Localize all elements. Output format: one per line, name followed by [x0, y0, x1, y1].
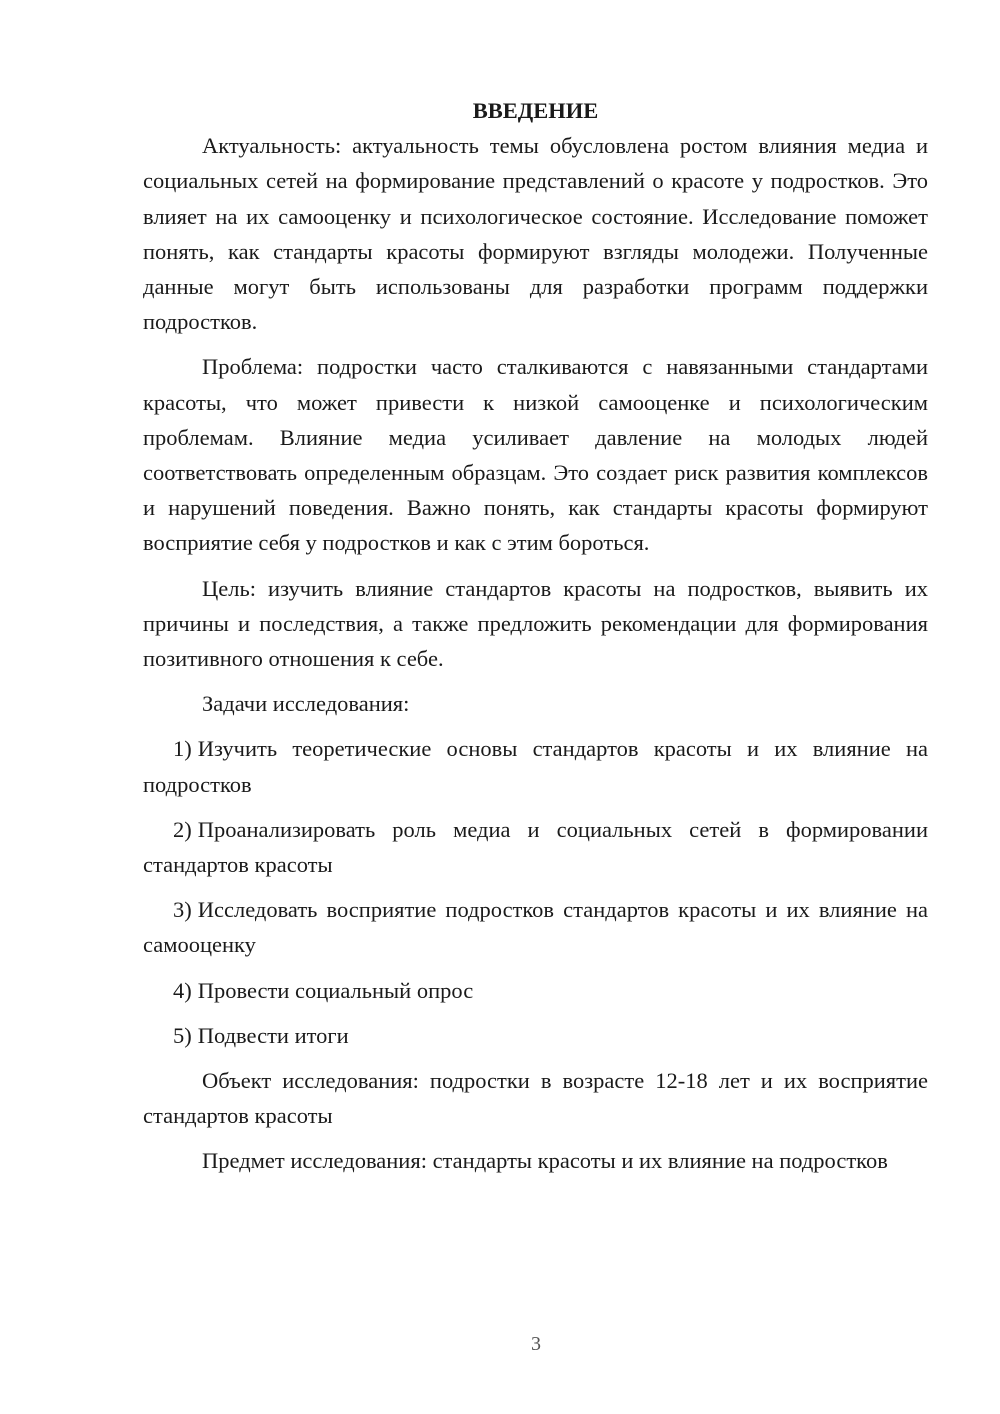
task-item-1	[143, 731, 928, 801]
paragraph-problem: Проблема: подростки часто сталкиваются с навязанными стандартами красоты, что может привести к низкой самооценке и психологическим проблемам. Влияние медиа усиливает давление на молодых людей соответствовать определенным образцам. Это создает риск развития комплексов и нарушений поведения. Важно понять, как стандарты красоты формируют восприятие себя у подростков и как с этим бороться.	[143, 354, 928, 556]
paragraph-subject: Предмет исследования: стандарты красоты и их влияние на подростков	[202, 1148, 888, 1174]
page-title: ВВЕДЕНИЕ	[472, 98, 599, 123]
paragraph-relevance: Актуальность: актуальность темы обусловлена ростом влияния медиа и социальных сетей на формирование представлений о красоте у подростков. Это влияет на их самооценку и психологическое состояние. Исследование поможет понять, как стандарты красоты формируют взгляды молодежи. Полученные данные могут быть использованы для разработки программ поддержки подростков.	[143, 133, 928, 335]
task-number: 2)	[173, 816, 192, 842]
task-text: Подвести итоги	[197, 1022, 349, 1048]
page-number: 3	[531, 1333, 541, 1355]
paragraph-goal: Цель: изучить влияние стандартов красоты на подростков, выявить их причины и последствия, а также предложить рекомендации для формирования позитивного отношения к себе.	[143, 575, 928, 672]
tasks-heading: Задачи исследования:	[202, 691, 410, 717]
task-text: Исследовать восприятие подростков стандартов красоты и их влияние на самооценку	[143, 897, 928, 958]
document-body	[143, 93, 928, 1179]
task-item-3	[143, 892, 928, 962]
task-item-4	[143, 973, 928, 1008]
task-item-2	[143, 812, 928, 882]
task-text: Проанализировать роль медиа и социальных сетей в формировании стандартов красоты	[143, 816, 928, 878]
task-item-5	[143, 1018, 928, 1053]
task-text: Изучить теоретические основы стандартов красоты и их влияние на подростков	[143, 736, 928, 797]
task-number: 3)	[173, 897, 192, 923]
task-number: 5)	[173, 1022, 192, 1048]
task-text: Провести социальный опрос	[197, 977, 474, 1003]
task-number: 1)	[173, 736, 192, 762]
paragraph-object: Объект исследования: подростки в возрасте 12-18 лет и их восприятие стандартов красоты	[143, 1068, 928, 1129]
task-number: 4)	[173, 977, 192, 1003]
